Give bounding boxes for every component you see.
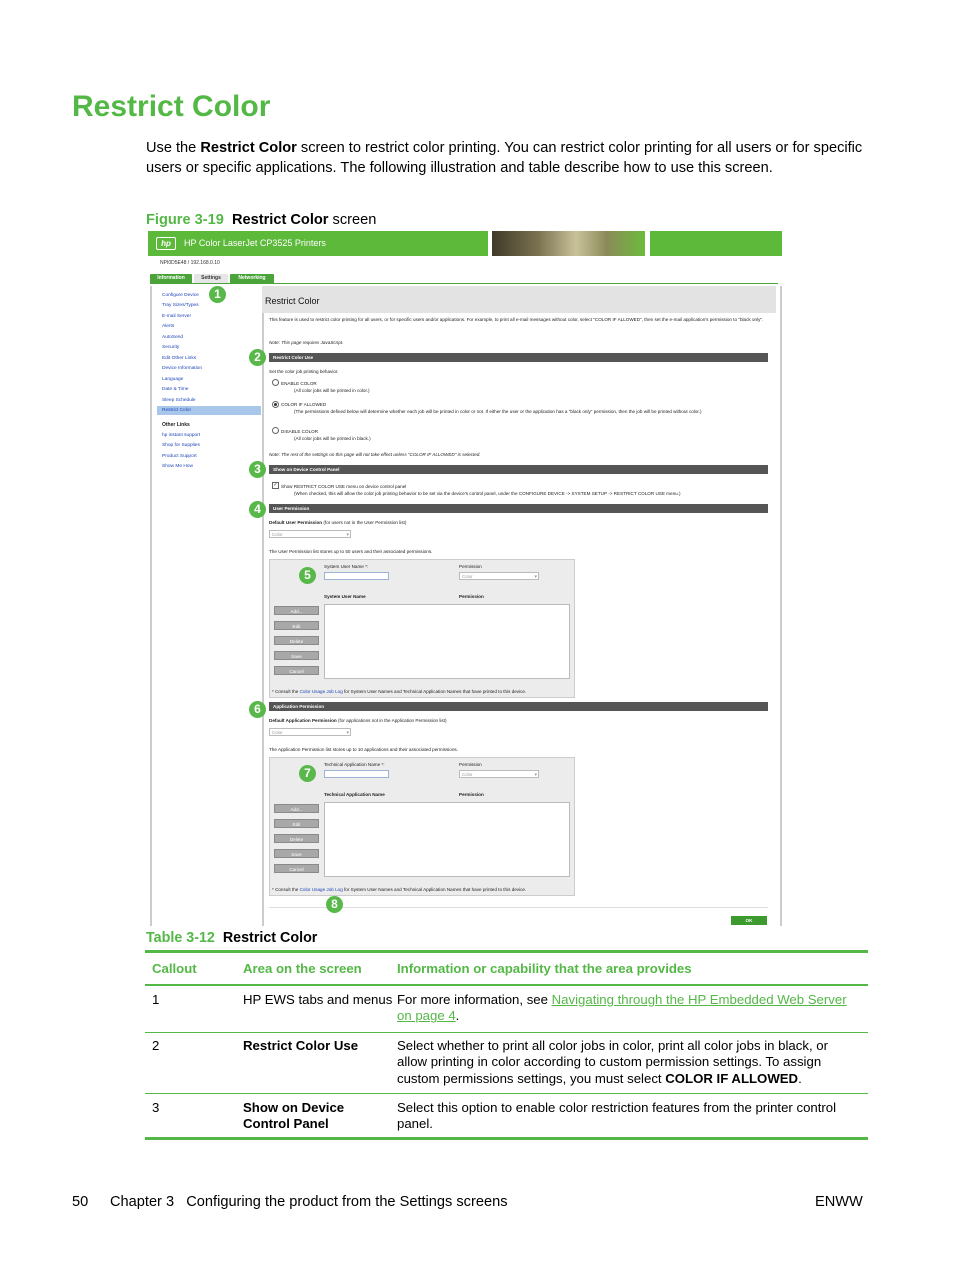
col-system-user: System User Name xyxy=(324,594,366,599)
tech-app-name-input[interactable] xyxy=(324,770,389,778)
banner-title: HP Color LaserJet CP3525 Printers xyxy=(184,238,326,248)
callout-7: 7 xyxy=(299,765,316,782)
callout-4: 4 xyxy=(249,501,266,518)
callout-2: 2 xyxy=(249,349,266,366)
row-divider-2 xyxy=(145,1093,868,1094)
section-application-permission: Application Permission xyxy=(269,702,768,711)
app-permission-panel xyxy=(269,757,575,896)
cancel-user-button[interactable]: Cancel xyxy=(274,666,319,675)
default-user-select[interactable]: Color ▾ xyxy=(269,530,351,538)
user-permission-panel xyxy=(269,559,575,698)
tab-information[interactable]: Information xyxy=(150,274,192,283)
col-tech-app: Technical Application Name xyxy=(324,792,385,797)
user-list-note: The User Permission list stores up to 50 users and their associated permissions. xyxy=(269,549,433,554)
sidebar-item-sleep-schedule[interactable]: Sleep Schedule xyxy=(162,398,196,403)
row2-info: Select whether to print all color jobs in color, print all color jobs in black, or allow printing in color according to custom permission settings. To assign custom permissions settings, you must select COLOR IF ALLOWED. xyxy=(397,1038,828,1086)
opt-allowed-desc: (The permissions defined below will determine whether each job will be printed in color or not. If either the user or the application has a "black only" permission, then the job will be printed without color.) xyxy=(294,409,702,414)
table-header-rule xyxy=(145,984,868,986)
tech-app-name-label: Technical Application Name *: xyxy=(324,762,385,767)
radio-enable-color[interactable] xyxy=(272,379,279,386)
intro-paragraph: Use the Restrict Color screen to restrict color printing. You can restrict color printing for all users or for specific users or specific applications. The following illustration and table describe how to use this screen. xyxy=(146,140,863,176)
row3-info: Select this option to enable color restriction features from the printer control panel. xyxy=(397,1100,837,1132)
row3-area: Show on Device Control Panel xyxy=(243,1100,345,1132)
col-header-info: Information or capability that the area provides xyxy=(397,961,692,976)
ews-screenshot xyxy=(148,230,782,928)
sidebar-item-configure-device[interactable]: Configure Device xyxy=(162,293,199,298)
tab-settings[interactable]: Settings xyxy=(194,274,228,283)
callout-3: 3 xyxy=(249,461,266,478)
content-title-bar xyxy=(262,286,776,313)
feature-description: This feature is used to restrict color printing for all users, or for specific users and/or applications. For example, to print all e-mail messages without color, select "COLOR IF ALLOWED", then set the e-mail application's permission to "black only". xyxy=(269,317,764,322)
default-app-permission: Default Application Permission (for applications not in the Application Permission list) xyxy=(269,718,447,723)
sidebar-item-restrict-color[interactable]: Restrict Color xyxy=(157,406,261,415)
checkbox-show-menu[interactable]: ✓ xyxy=(273,482,278,488)
app-permission-label: Permission xyxy=(459,762,482,767)
sidebar-item-email-server[interactable]: E-mail Server xyxy=(162,314,192,319)
callout-5: 5 xyxy=(299,567,316,584)
user-permission-select[interactable]: Color ▾ xyxy=(459,572,539,580)
page-title: Restrict Color xyxy=(72,90,271,123)
section-restrict-color-use: Restrict Color Use xyxy=(269,353,768,362)
cancel-app-button[interactable]: Cancel xyxy=(274,864,319,873)
section-user-permission: User Permission xyxy=(269,504,768,513)
edit-user-button[interactable]: Edit xyxy=(274,621,319,630)
radio-color-if-allowed[interactable] xyxy=(272,401,279,408)
add-user-button[interactable]: Add... xyxy=(274,606,319,615)
callout-6: 6 xyxy=(249,701,266,718)
sidebar-item-edit-other-links[interactable]: Edit Other Links xyxy=(162,356,197,361)
save-user-button[interactable]: Save xyxy=(274,651,319,660)
sidebar-item-date-time[interactable]: Date & Time xyxy=(162,387,189,392)
set-behavior-text: Set the color job printing behavior. xyxy=(269,369,339,374)
note-javascript: Note: This page requires JavaScript. xyxy=(269,340,344,345)
sidebar-link-show-me-how[interactable]: Show Me How xyxy=(162,464,193,469)
app-permission-list[interactable] xyxy=(324,802,570,877)
delete-app-button[interactable]: Delete xyxy=(274,834,319,843)
opt-enable-label: ENABLE COLOR xyxy=(281,381,317,386)
permission-label: Permission xyxy=(459,564,482,569)
ok-button[interactable]: OK xyxy=(731,916,767,925)
default-app-select[interactable]: Color ▾ xyxy=(269,728,351,736)
sidebar-item-autosend[interactable]: AutoSend xyxy=(162,335,184,340)
link-navigating-ews[interactable]: Navigating through the HP Embedded Web Server xyxy=(551,992,847,1007)
note-effect: Note: The rest of the settings on this page will not take effect unless "COLOR IF ALLOWED" is selected. xyxy=(269,452,481,457)
row1-callout: 1 xyxy=(152,992,160,1007)
row1-area: HP EWS tabs and menus xyxy=(243,992,393,1007)
sidebar-item-device-information[interactable]: Device Information xyxy=(162,366,202,371)
banner-right xyxy=(650,231,782,256)
link-page-4[interactable]: on page 4 xyxy=(397,1008,456,1024)
col-app-permission: Permission xyxy=(459,792,484,797)
row2-callout: 2 xyxy=(152,1038,160,1053)
callout-8: 8 xyxy=(326,896,343,913)
user-consult-note: * Consult the Color Usage Job Log for System User Names and Technical Application Names that have printed to this device. xyxy=(272,689,527,694)
sidebar-item-tray-sizes[interactable]: Tray Sizes/Types xyxy=(162,303,199,308)
table-top-rule xyxy=(145,950,868,953)
show-menu-label: Show RESTRICT COLOR USE menu on device control panel xyxy=(281,484,407,489)
section-show-on-panel: Show on Device Control Panel xyxy=(269,465,768,474)
opt-allowed-label: COLOR IF ALLOWED xyxy=(281,402,327,407)
table-bottom-rule xyxy=(145,1137,868,1140)
user-permission-list[interactable] xyxy=(324,604,570,679)
save-app-button[interactable]: Save xyxy=(274,849,319,858)
default-user-permission: Default User Permission (for users not in the User Permission list) xyxy=(269,520,407,525)
tab-networking[interactable]: Networking xyxy=(230,274,274,283)
app-permission-select[interactable]: Color ▾ xyxy=(459,770,539,778)
row3-callout: 3 xyxy=(152,1100,160,1115)
footer-enww: ENWW xyxy=(815,1194,863,1210)
opt-enable-desc: (All color jobs will be printed in color.) xyxy=(294,388,370,393)
footer-chapter: Chapter 3 Configuring the product from the Settings screens xyxy=(110,1194,508,1210)
sidebar-link-product-support[interactable]: Product Support xyxy=(162,454,197,459)
sidebar xyxy=(150,286,264,926)
row1-info: For more information, see Navigating through the HP Embedded Web Server on page 4. xyxy=(397,992,847,1024)
edit-app-button[interactable]: Edit xyxy=(274,819,319,828)
sidebar-item-language[interactable]: Language xyxy=(162,377,184,382)
add-app-button[interactable]: Add... xyxy=(274,804,319,813)
banner-image xyxy=(492,231,645,256)
col-permission: Permission xyxy=(459,594,484,599)
hp-logo-icon: hp xyxy=(156,237,176,250)
app-list-note: The Application Permission list stores up to 10 applications and their associated permissions. xyxy=(269,747,458,752)
content-title: Restrict Color xyxy=(265,296,320,306)
bottom-divider xyxy=(269,907,768,908)
col-header-callout: Callout xyxy=(152,961,197,976)
host-address: NPI0D5E48 / 192.168.0.10 xyxy=(160,260,220,266)
app-consult-note: * Consult the Color Usage Job Log for System User Names and Technical Application Names that have printed to this device. xyxy=(272,887,527,892)
delete-user-button[interactable]: Delete xyxy=(274,636,319,645)
row-divider-1 xyxy=(145,1032,868,1033)
tab-divider xyxy=(150,283,778,284)
sidebar-item-alerts[interactable]: Alerts xyxy=(162,324,175,329)
opt-disable-label: DISABLE COLOR xyxy=(281,429,319,434)
system-user-name-label: System User Name *: xyxy=(324,564,369,569)
sidebar-item-security[interactable]: Security xyxy=(162,345,180,350)
other-links-heading: Other Links xyxy=(162,422,190,428)
row2-area: Restrict Color Use xyxy=(243,1038,359,1053)
sidebar-link-instant-support[interactable]: hp instant support xyxy=(162,433,201,438)
sidebar-link-shop-supplies[interactable]: Shop for Supplies xyxy=(162,443,200,448)
col-header-area: Area on the screen xyxy=(243,961,362,976)
callout-1: 1 xyxy=(209,286,226,303)
footer-page-number: 50 xyxy=(72,1194,89,1210)
system-user-name-input[interactable] xyxy=(324,572,389,580)
show-menu-desc: (When checked, this will allow the color job printing behavior to be set via the device's control panel, under the CONFIGURE DEVICE -> SYSTEM SETUP -> RESTRICT COLOR USE menu.) xyxy=(294,491,681,496)
banner xyxy=(148,231,488,256)
radio-disable-color[interactable] xyxy=(272,427,279,434)
table-caption: Table 3-12 Restrict Color xyxy=(146,930,318,946)
figure-caption: Figure 3-19 Restrict Color screen xyxy=(146,212,377,228)
opt-disable-desc: (All color jobs will be printed in black.) xyxy=(294,436,371,441)
